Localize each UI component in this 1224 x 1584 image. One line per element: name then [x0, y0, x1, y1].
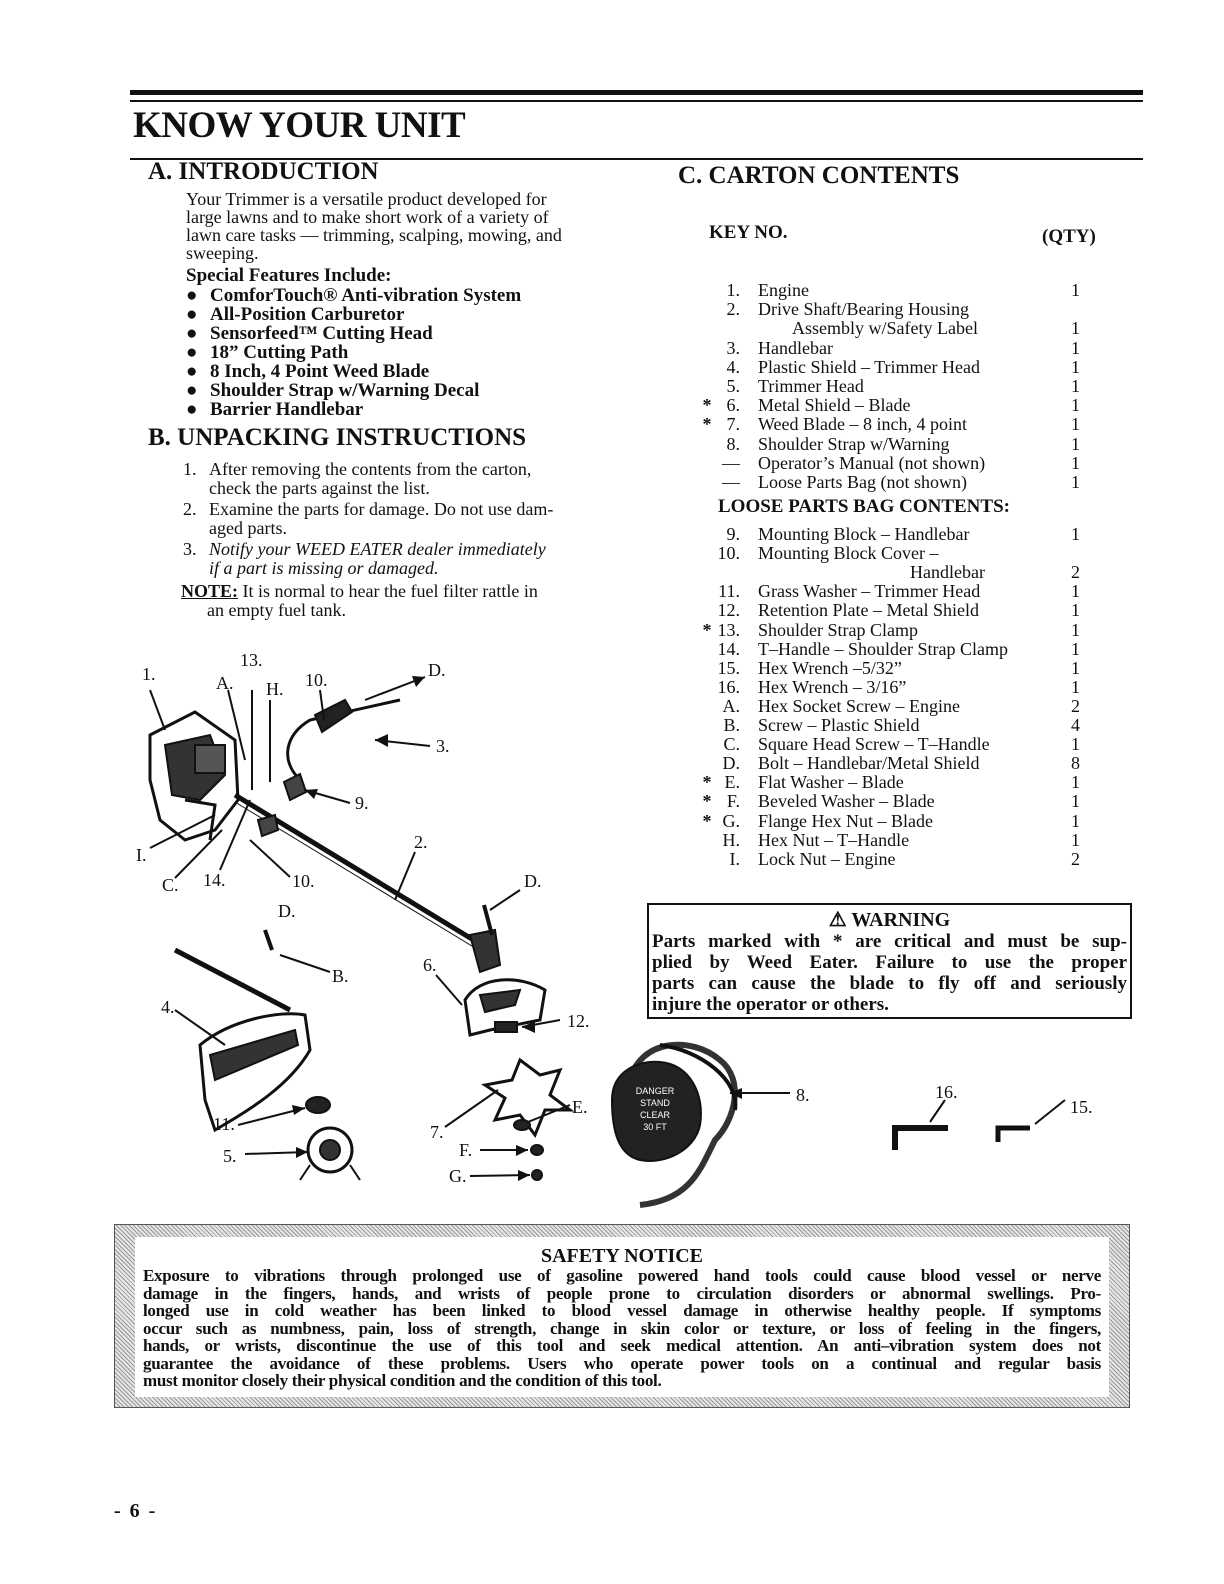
critical-mark: *: [702, 772, 712, 793]
key-number: E.: [724, 772, 740, 793]
safety-notice-box: [135, 1237, 1109, 1397]
hex-wrench-15-drawing: [998, 1128, 1030, 1142]
part-description: Trimmer Head: [758, 376, 864, 396]
unpacking-step-3: 3. Notify your WEED EATER dealer immediately if a part is missing or damaged.: [183, 539, 546, 578]
qty-header: (QTY): [1042, 226, 1096, 247]
decal-text-stand: STAND: [640, 1098, 670, 1108]
part-quantity: 1: [1071, 376, 1080, 396]
key-number: F.: [726, 791, 740, 812]
bullet-icon: ●: [186, 399, 198, 420]
grass-washer-drawing: [306, 1097, 330, 1113]
part-description: Lock Nut – Engine: [758, 848, 896, 869]
diagram-label: 6.: [423, 955, 437, 975]
part-quantity: 1: [1071, 524, 1080, 544]
diagram-label: I.: [136, 845, 147, 865]
part-quantity: 4: [1071, 715, 1080, 735]
part-description: Handlebar: [910, 562, 985, 583]
part-quantity: 1: [1071, 356, 1080, 377]
key-number: 3.: [726, 337, 740, 358]
key-number: 9.: [726, 524, 740, 544]
carton-heading: C. CARTON CONTENTS: [678, 162, 960, 189]
feature-item: ● Barrier Handlebar: [186, 399, 364, 420]
part-quantity: 1: [1071, 600, 1080, 621]
part-description: Square Head Screw – T–Handle: [758, 734, 990, 755]
bullet-icon: ●: [186, 304, 198, 325]
bullet-icon: ●: [186, 285, 198, 306]
key-number: 10.: [717, 543, 740, 564]
engine-drawing: [150, 712, 238, 840]
part-description: Retention Plate – Metal Shield: [758, 600, 979, 621]
hex-wrench-16-drawing: [895, 1128, 948, 1150]
diagram-label: 10.: [305, 670, 328, 690]
diagram-label: 13.: [240, 650, 263, 670]
part-quantity: 1: [1071, 829, 1080, 850]
diagram-label: E.: [572, 1097, 588, 1117]
key-number: 1.: [726, 280, 740, 300]
part-quantity: 1: [1071, 619, 1080, 640]
critical-mark: *: [702, 619, 712, 640]
diagram-label: 11.: [213, 1114, 235, 1134]
bullet-icon: ●: [186, 342, 198, 363]
bullet-icon: ●: [186, 361, 198, 382]
safety-line: guarantee the avoidance of these problems. Users who operate power tools on a continual and regular basis: [143, 1353, 1101, 1373]
part-description: Beveled Washer – Blade: [758, 791, 935, 812]
critical-mark: *: [702, 810, 712, 831]
part-description: Drive Shaft/Bearing Housing: [758, 299, 969, 320]
loose-parts-heading: LOOSE PARTS BAG CONTENTS:: [718, 496, 1010, 517]
part-quantity: 1: [1071, 676, 1080, 697]
diagram-label: G.: [449, 1166, 467, 1186]
part-quantity: 2: [1071, 562, 1080, 583]
part-quantity: 1: [1071, 472, 1080, 492]
diagram-label: D.: [278, 901, 296, 921]
part-description: T–Handle – Shoulder Strap Clamp: [758, 638, 1008, 659]
key-no-header: KEY NO.: [709, 222, 788, 243]
unpacking-heading: B. UNPACKING INSTRUCTIONS: [148, 424, 527, 451]
warning-line: Parts marked with * are critical and must be sup-: [652, 931, 1127, 952]
diagram-label: 2.: [414, 832, 428, 852]
diagram-label: B.: [332, 966, 349, 986]
page-number: - 6 -: [114, 1500, 158, 1522]
part-description: Mounting Block Cover –: [758, 543, 939, 564]
key-number: D.: [722, 753, 740, 774]
part-quantity: 1: [1071, 318, 1080, 339]
diagram-label: 14.: [203, 870, 226, 890]
part-description: Assembly w/Safety Label: [792, 318, 978, 339]
diagram-label: H.: [266, 679, 284, 699]
part-quantity: 1: [1071, 638, 1080, 659]
intro-line: lawn care tasks — trimming, scalping, mowing, and: [186, 225, 562, 245]
safety-notice-title: SAFETY NOTICE: [540, 1245, 704, 1267]
part-description: Shoulder Strap w/Warning: [758, 433, 950, 454]
key-number: B.: [723, 715, 740, 735]
part-quantity: 1: [1071, 433, 1080, 454]
safety-line: damage in the fingers, hands, and wrists of people prone to circulation disorders or abnormal swellings. Pro-: [143, 1283, 1101, 1303]
part-description: Operator’s Manual (not shown): [758, 452, 986, 473]
part-quantity: 1: [1071, 772, 1080, 793]
part-quantity: 1: [1071, 810, 1080, 831]
key-number: 2.: [726, 299, 740, 320]
warning-line: plied by Weed Eater. Failure to use the proper: [652, 952, 1127, 973]
diagram-label: 9.: [355, 793, 369, 813]
part-quantity: 2: [1071, 848, 1080, 869]
key-number: 13.: [717, 619, 740, 640]
part-quantity: 2: [1071, 695, 1080, 716]
safety-notice-body: [143, 1267, 1101, 1390]
diagram-label: 12.: [567, 1011, 590, 1031]
part-description: Flat Washer – Blade: [758, 772, 904, 793]
part-description: Metal Shield – Blade: [758, 395, 911, 416]
key-number: A.: [722, 695, 740, 716]
features-heading: Special Features Include:: [186, 265, 392, 286]
part-description: Hex Socket Screw – Engine: [758, 695, 960, 716]
part-description: Mounting Block – Handlebar: [758, 524, 970, 544]
feature-item: ● All-Position Carburetor: [186, 304, 405, 325]
part-quantity: 1: [1071, 337, 1080, 358]
key-number: 5.: [726, 376, 740, 396]
safety-line: must monitor closely their physical condition and the condition of this tool.: [143, 1371, 662, 1390]
key-number: 4.: [726, 356, 740, 377]
key-number: 15.: [717, 657, 740, 678]
key-number: 12.: [717, 600, 740, 621]
part-description: Flange Hex Nut – Blade: [758, 810, 933, 831]
part-quantity: 1: [1071, 791, 1080, 812]
part-description: Bolt – Handlebar/Metal Shield: [758, 753, 980, 774]
diagram-label: 15.: [1070, 1097, 1093, 1117]
page-title: KNOW YOUR UNIT: [133, 105, 466, 146]
intro-line: sweeping.: [186, 243, 259, 263]
part-quantity: 1: [1071, 414, 1080, 435]
note-text-2: an empty fuel tank.: [207, 600, 346, 620]
intro-line: Your Trimmer is a versatile product developed for: [186, 189, 547, 209]
key-number: 11.: [718, 581, 740, 602]
note-text: It is normal to hear the fuel filter rattle in: [242, 581, 538, 601]
diagram-label: 5.: [223, 1146, 237, 1166]
safety-line: Exposure to vibrations through prolonged use of gasoline powered hand tools could cause blood vessel or nerve: [143, 1266, 1101, 1285]
diagram-label: C.: [162, 875, 179, 895]
decal-text-clear: CLEAR: [639, 1110, 671, 1120]
diagram-label: A.: [216, 673, 234, 693]
diagram-label: F.: [459, 1140, 473, 1160]
diagram-label: 4.: [161, 997, 175, 1017]
safety-line: occur such as numbness, pain, loss of strength, change in skin color or texture, or loss of feeling in the fingers,: [143, 1318, 1101, 1338]
decal-text-distance: 30 FT: [643, 1122, 667, 1132]
feature-item: ● 8 Inch, 4 Point Weed Blade: [186, 361, 430, 382]
key-number: C.: [723, 734, 740, 755]
part-quantity: 1: [1071, 452, 1080, 473]
feature-item: ● Sensorfeed™ Cutting Head: [186, 323, 433, 344]
key-number: G.: [722, 810, 740, 831]
key-number: 14.: [717, 638, 740, 659]
warning-line: injure the operator or others.: [652, 994, 889, 1015]
key-number: H.: [722, 829, 740, 850]
part-description: Hex Nut – T–Handle: [758, 829, 910, 850]
diagram-label: 7.: [430, 1122, 444, 1142]
part-quantity: 1: [1071, 395, 1080, 416]
unpacking-step-2: 2. Examine the parts for damage. Do not use dam- aged parts.: [183, 499, 554, 538]
unpacking-step-1: 1. After removing the contents from the carton, check the parts against the list.: [183, 459, 532, 498]
decal-text-danger: DANGER: [635, 1086, 675, 1096]
part-description: Hex Wrench – 3/16”: [758, 676, 907, 697]
diagram-label: D.: [524, 871, 542, 891]
safety-line: hands, or wrists, discontinue the use of this tool and seek medical attention. An anti–vibration system does not: [143, 1336, 1101, 1355]
diagram-label: D.: [428, 660, 446, 680]
part-description: Loose Parts Bag (not shown): [758, 472, 967, 492]
part-description: Handlebar: [758, 337, 833, 358]
part-description: Hex Wrench –5/32”: [758, 657, 902, 678]
part-description: Shoulder Strap Clamp: [758, 619, 918, 640]
note-label: NOTE:: [181, 581, 239, 601]
part-description: Plastic Shield – Trimmer Head: [758, 356, 980, 377]
part-quantity: 1: [1071, 581, 1080, 602]
critical-mark: *: [702, 395, 712, 416]
critical-mark: *: [702, 414, 712, 435]
critical-mark: *: [702, 791, 712, 812]
key-number: I.: [729, 848, 740, 869]
part-description: Grass Washer – Trimmer Head: [758, 581, 981, 602]
warning-title: ⚠ WARNING: [828, 909, 951, 931]
part-quantity: 1: [1071, 280, 1080, 300]
key-number: 6.: [726, 395, 740, 416]
key-number: 8.: [726, 433, 740, 454]
bullet-icon: ●: [186, 323, 198, 344]
diagram-label: 8.: [796, 1085, 810, 1105]
feature-item: ● Shoulder Strap w/Warning Decal: [186, 380, 480, 401]
key-number: —: [722, 472, 740, 492]
diagram-label: 3.: [436, 736, 450, 756]
part-description: Screw – Plastic Shield: [758, 715, 920, 735]
introduction-heading: A. INTRODUCTION: [148, 158, 379, 185]
key-number: —: [722, 452, 740, 473]
bullet-icon: ●: [186, 380, 198, 401]
safety-line: longed use in cold weather has been linked to blood vessel damage in otherwise healthy people. If symptoms: [143, 1301, 1101, 1320]
part-description: Weed Blade – 8 inch, 4 point: [758, 414, 968, 435]
safety-notice-frame: [114, 1224, 1130, 1408]
diagram-label: 16.: [935, 1082, 958, 1102]
diagram-label: 10.: [292, 871, 315, 891]
key-number: 7.: [726, 414, 740, 435]
intro-line: large lawns and to make short work of a variety of: [186, 207, 549, 227]
key-number: 16.: [717, 676, 740, 697]
diagram-label: 1.: [142, 664, 156, 684]
part-description: Engine: [758, 280, 809, 300]
part-quantity: 1: [1071, 657, 1080, 678]
warning-line: parts can cause the blade to fly off and seriously: [652, 973, 1127, 994]
part-quantity: 1: [1071, 734, 1080, 755]
feature-item: ● ComforTouch® Anti-vibration System: [186, 285, 522, 306]
part-quantity: 8: [1071, 753, 1080, 774]
feature-item: ● 18” Cutting Path: [186, 342, 349, 363]
